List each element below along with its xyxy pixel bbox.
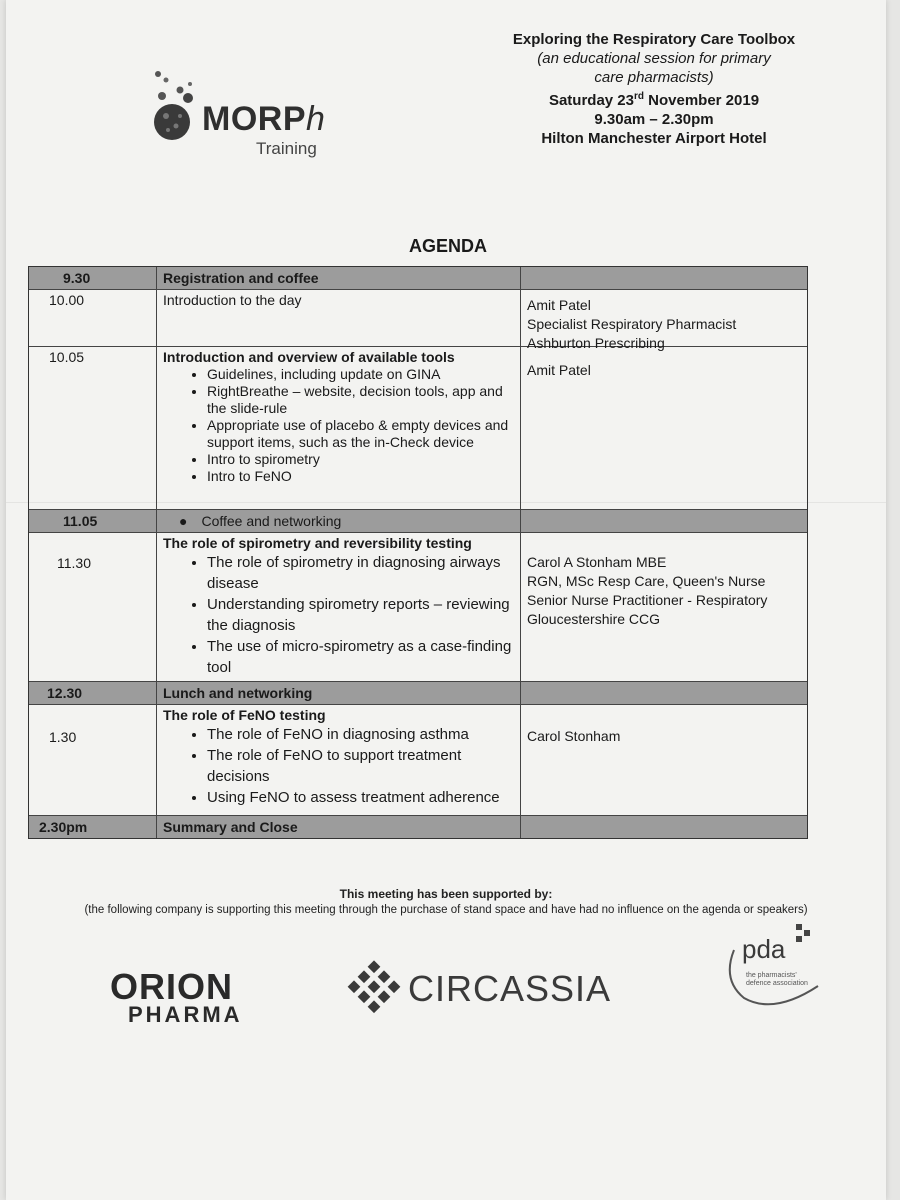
row-time: 2.30pm: [29, 816, 157, 838]
agenda-table: [28, 266, 808, 839]
row-speaker: [521, 816, 807, 838]
bullet-item: • Intro to FeNO: [207, 468, 514, 485]
speaker-line: Senior Nurse Practitioner - Respiratory: [527, 592, 768, 608]
event-venue: Hilton Manchester Airport Hotel: [541, 130, 767, 147]
row-item: [157, 347, 521, 509]
row-speaker: [521, 290, 807, 351]
pda-name: pda: [742, 934, 786, 964]
bullet-icon: ●: [179, 513, 188, 529]
bullet-item: • The use of micro-spirometry as a case-finding tool: [207, 636, 514, 678]
row-speaker: [521, 682, 807, 704]
bullet-item: • The role of FeNO to support treatment decisions: [207, 745, 514, 787]
speaker-line: Amit Patel: [527, 362, 591, 378]
row-time: 11.30: [29, 533, 157, 681]
speaker-line: RGN, MSc Resp Care, Queen's Nurse: [527, 573, 766, 589]
agenda-row: [29, 682, 807, 705]
session-title: Introduction and overview of available tools: [163, 349, 455, 365]
row-time: 9.30: [29, 267, 157, 289]
row-time: 1.30: [29, 705, 157, 815]
row-time: 12.30: [29, 682, 157, 704]
event-time: 9.30am – 2.30pm: [594, 111, 714, 128]
session-title: The role of spirometry and reversibility testing: [163, 535, 472, 551]
row-item: [157, 705, 521, 815]
row-speaker: [521, 705, 807, 815]
bullet-item: • Intro to spirometry: [207, 451, 514, 468]
agenda-title: AGENDA: [408, 236, 487, 256]
bullet-item: • Guidelines, including update on GINA: [207, 366, 514, 383]
orion-pharma-logo: [110, 966, 280, 1036]
bullet-list: [163, 552, 514, 678]
row-time: 10.05: [29, 347, 157, 509]
speaker-line: Carol Stonham: [527, 728, 621, 744]
bullet-item: • The role of FeNO in diagnosing asthma: [207, 724, 514, 745]
row-time: 11.05: [29, 510, 157, 532]
agenda-row: [29, 347, 807, 510]
row-item: ● Coffee and networking: [157, 510, 521, 532]
speaker-line: Amit Patel: [527, 297, 591, 313]
support-heading: This meeting has been supported by:: [339, 887, 553, 901]
bullet-list: [163, 724, 514, 808]
support-note: (the following company is supporting this meeting through the purchase of stand space and have had no influence on the agenda or speakers): [84, 904, 808, 916]
orion-name: ORION: [110, 966, 234, 1007]
pda-tagline: the pharmacists' defence association: [746, 972, 808, 987]
logo-subtitle: Training: [256, 139, 317, 158]
agenda-sheet: [6, 0, 886, 1200]
bullet-item: • Appropriate use of placebo & empty devices and support items, such as the in-Check device: [207, 417, 514, 451]
event-subtitle: (an educational session for primary care pharmacists): [537, 50, 771, 86]
bullet-item: • RightBreathe – website, decision tools, app and the slide-rule: [207, 383, 514, 417]
row-time: 10.00: [29, 290, 157, 346]
logo-name: MORPh: [202, 100, 326, 138]
row-speaker: [521, 267, 807, 289]
circassia-logo: [346, 960, 612, 1020]
row-speaker: [521, 533, 807, 681]
agenda-row: [29, 290, 807, 351]
orion-pharma-label: PHARMA: [128, 1002, 243, 1027]
support-statement: [66, 886, 826, 918]
bullet-list: [163, 366, 514, 485]
row-speaker: [521, 510, 807, 532]
morph-training-logo: [144, 66, 364, 166]
event-title: Exploring the Respiratory Care Toolbox: [512, 31, 796, 48]
speaker-line: Ashburton Prescribing: [527, 335, 665, 351]
row-item: Registration and coffee: [157, 267, 521, 289]
agenda-row: [29, 533, 807, 682]
circassia-diamond-icon: [346, 960, 402, 1016]
agenda-row: [29, 705, 807, 816]
agenda-row: [29, 510, 807, 533]
session-title: The role of FeNO testing: [163, 707, 326, 723]
bullet-item: • The role of spirometry in diagnosing airways disease: [207, 552, 514, 594]
event-header: [484, 30, 824, 148]
row-item: Introduction to the day: [157, 290, 521, 346]
speaker-line: Gloucestershire CCG: [527, 611, 661, 627]
circassia-name: CIRCASSIA: [408, 968, 612, 1009]
speaker-line: Carol A Stonham MBE: [527, 554, 667, 570]
row-speaker: [521, 347, 807, 509]
row-item: Summary and Close: [157, 816, 521, 838]
row-item: Lunch and networking: [157, 682, 521, 704]
speaker-line: Specialist Respiratory Pharmacist: [527, 316, 737, 332]
agenda-row: [29, 816, 807, 838]
agenda-row: [29, 267, 807, 290]
row-item: [157, 533, 521, 681]
bullet-item: • Using FeNO to assess treatment adherence: [207, 787, 514, 808]
bullet-item: • Understanding spirometry reports – reviewing the diagnosis: [207, 594, 514, 636]
pda-logo: [714, 920, 834, 1020]
event-date: Saturday 23rd November 2019: [548, 91, 760, 109]
